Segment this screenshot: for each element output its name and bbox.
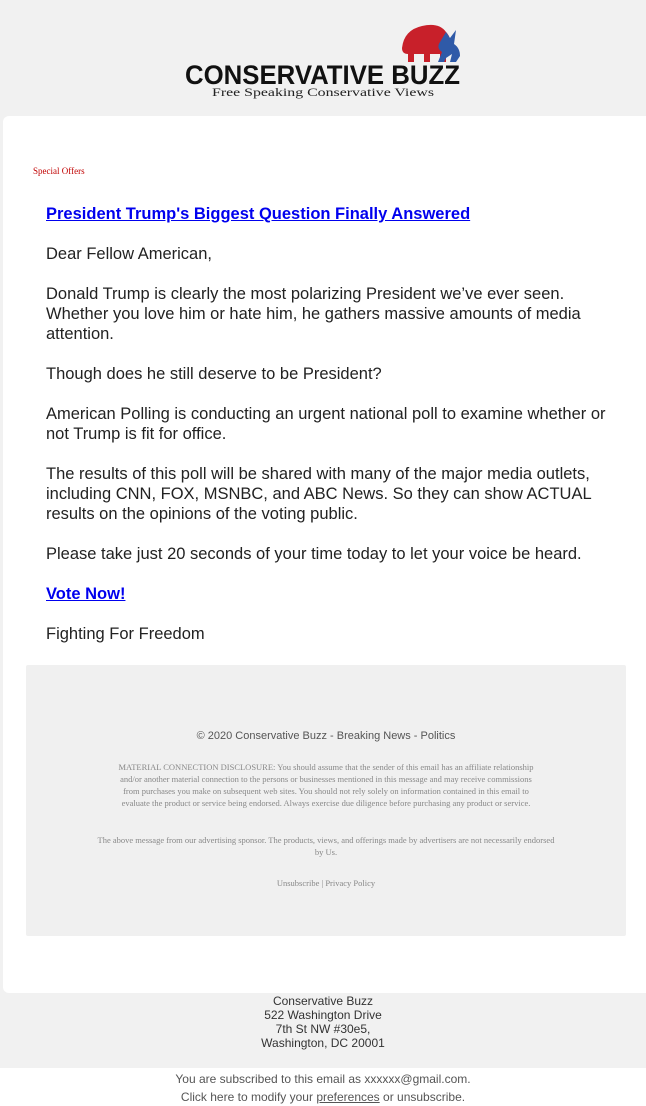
special-offers-label: Special Offers (33, 166, 85, 176)
address-name: Conservative Buzz (272, 994, 374, 1008)
body-paragraph-5: Please take just 20 seconds of your time today to let your voice be heard. (46, 545, 582, 563)
body-paragraph-4: The results of this poll will be shared with many of the major media outlets, including CNN, FOX, MSNBC, and ABC News. So they can show ACTUAL results on the opinions of the voting public. (46, 465, 592, 523)
preferences-link[interactable]: preferences (316, 1090, 380, 1104)
address-city: Washington, DC 20001 (261, 1036, 385, 1050)
modify-suffix: or unsubscribe. (383, 1090, 466, 1104)
logo-graphic (184, 18, 464, 100)
footer-links (26, 878, 626, 888)
copyright-text: © 2020 Conservative Buzz - Breaking News - Politics (196, 730, 456, 742)
subscribed-text: You are subscribed to this email as xxxxxx@gmail.com. (175, 1072, 471, 1086)
mailing-address (0, 994, 646, 1050)
address-street: 522 Washington Drive (264, 1008, 382, 1022)
logo-tagline: Free Speaking Conservative Views (212, 87, 435, 99)
address-suite: 7th St NW #30e5, (275, 1022, 371, 1036)
disclosure-text: MATERIAL CONNECTION DISCLOSURE: You should assume that the sender of this email has an affiliate relationship and/or another material connection to the persons or businesses mentioned in this message and may receive commissions from purchases you make on subsequent web sites. You should not rely solely on information contained in this email to evaluate the product or service being endorsed. Always exercise due diligence before purchasing any product or service. (118, 762, 534, 808)
greeting: Dear Fellow American, (46, 245, 212, 263)
vote-now-link[interactable]: Vote Now! (46, 585, 126, 603)
headline-link[interactable]: President Trump's Biggest Question Finally Answered (46, 205, 471, 223)
logo-title: CONSERVATIVE BUZZ (185, 60, 460, 90)
privacy-policy-link[interactable]: Privacy Policy (325, 878, 376, 888)
body-paragraph-3: American Polling is conducting an urgent national poll to examine whether or not Trump is fit for office. (46, 405, 606, 443)
modify-prefix: Click here to modify your (180, 1090, 313, 1104)
email-body (46, 204, 611, 664)
conservative-buzz-logo[interactable] (184, 18, 464, 100)
body-paragraph-2: Though does he still deserve to be President? (46, 365, 382, 383)
email-card (3, 116, 646, 993)
link-separator: | (321, 878, 324, 888)
unsubscribe-link[interactable]: Unsubscribe (276, 878, 320, 888)
modify-line (0, 1088, 646, 1106)
body-paragraph-1: Donald Trump is clearly the most polarizing President we’ve ever seen. Whether you love him or hate him, he gathers massive amounts of media attention. (46, 285, 581, 343)
footer-box (26, 665, 626, 936)
subscription-info (0, 1070, 646, 1106)
advertiser-note: The above message from our advertising sponsor. The products, views, and offerings made by advertisers are not necessarily endorsed by Us. (97, 835, 555, 857)
signoff: Fighting For Freedom (46, 625, 205, 643)
